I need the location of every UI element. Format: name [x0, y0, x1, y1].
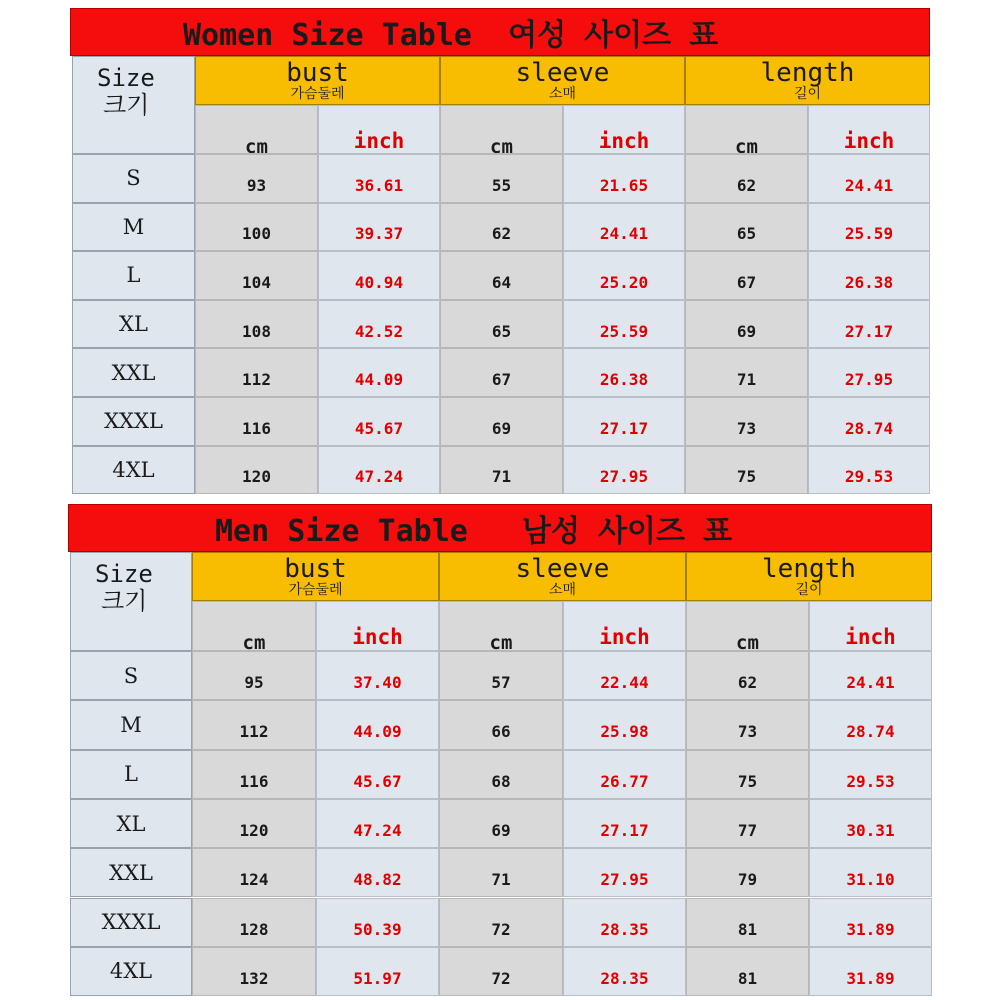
- measure-group-korean: 소매: [548, 581, 577, 598]
- value-cm: 81: [686, 947, 809, 996]
- value-inch: 45.67: [316, 750, 439, 799]
- value-inch: 48.82: [316, 848, 439, 897]
- value-inch: 31.10: [809, 848, 932, 897]
- value-inch: 47.24: [318, 446, 440, 495]
- size-label: XXXL: [70, 898, 192, 947]
- value-cm: 69: [439, 799, 563, 848]
- value-inch: 29.53: [809, 750, 932, 799]
- value-cm: 64: [440, 251, 563, 300]
- value-cm: 93: [195, 154, 318, 203]
- value-inch: 51.97: [316, 947, 439, 996]
- measure-group-label: bust: [286, 57, 349, 88]
- size-label: S: [72, 154, 195, 203]
- unit-cm-header: cm: [685, 105, 808, 154]
- value-inch: 44.09: [316, 700, 439, 749]
- size-label: M: [72, 203, 195, 252]
- value-cm: 71: [685, 348, 808, 397]
- measure-group-header: [686, 552, 932, 601]
- measure-group-korean: 가슴둘레: [290, 85, 345, 102]
- unit-cm-header: cm: [440, 105, 563, 154]
- size-header: [70, 552, 192, 651]
- size-label: 4XL: [72, 446, 195, 495]
- measure-group-header: [195, 56, 440, 105]
- measure-group-header: [685, 56, 930, 105]
- value-inch: 27.95: [563, 446, 685, 495]
- value-inch: 39.37: [318, 203, 440, 252]
- value-cm: 55: [440, 154, 563, 203]
- size-label: M: [70, 700, 192, 749]
- value-cm: 128: [192, 898, 316, 947]
- unit-inch-header: inch: [563, 105, 685, 154]
- value-inch: 25.98: [563, 700, 686, 749]
- value-inch: 21.65: [563, 154, 685, 203]
- size-label: S: [70, 651, 192, 700]
- value-cm: 124: [192, 848, 316, 897]
- unit-inch-header: inch: [316, 601, 439, 651]
- size-label: 4XL: [70, 947, 192, 996]
- value-cm: 67: [440, 348, 563, 397]
- size-label: L: [72, 251, 195, 300]
- value-cm: 95: [192, 651, 316, 700]
- value-inch: 29.53: [808, 446, 930, 495]
- measure-group-label: sleeve: [515, 57, 610, 88]
- size-header-label: Size: [95, 560, 153, 588]
- measure-group-label: bust: [284, 553, 347, 584]
- value-cm: 71: [439, 848, 563, 897]
- value-cm: 77: [686, 799, 809, 848]
- measure-group-korean: 소매: [548, 85, 577, 102]
- unit-cm-header: cm: [195, 105, 318, 154]
- value-cm: 75: [685, 446, 808, 495]
- value-cm: 100: [195, 203, 318, 252]
- value-cm: 73: [686, 700, 809, 749]
- table-title: Men Size Table 남성 사이즈 표: [215, 514, 733, 549]
- measure-group-header: [439, 552, 686, 601]
- unit-inch-header: inch: [563, 601, 686, 651]
- size-header-korean: 크기: [103, 91, 150, 119]
- value-cm: 71: [440, 446, 563, 495]
- value-cm: 112: [195, 348, 318, 397]
- value-inch: 24.41: [808, 154, 930, 203]
- value-inch: 47.24: [316, 799, 439, 848]
- value-cm: 112: [192, 700, 316, 749]
- unit-cm-header: cm: [439, 601, 563, 651]
- unit-cm-header: cm: [686, 601, 809, 651]
- value-inch: 27.17: [563, 799, 686, 848]
- value-cm: 72: [439, 947, 563, 996]
- value-inch: 24.41: [809, 651, 932, 700]
- value-cm: 116: [192, 750, 316, 799]
- value-inch: 24.41: [563, 203, 685, 252]
- value-inch: 26.38: [808, 251, 930, 300]
- value-inch: 50.39: [316, 898, 439, 947]
- value-inch: 30.31: [809, 799, 932, 848]
- value-inch: 42.52: [318, 300, 440, 349]
- measure-group-label: sleeve: [515, 553, 610, 584]
- value-cm: 66: [439, 700, 563, 749]
- value-cm: 81: [686, 898, 809, 947]
- size-label: XL: [72, 300, 195, 349]
- unit-cm-header: cm: [192, 601, 316, 651]
- value-cm: 69: [685, 300, 808, 349]
- value-cm: 69: [440, 397, 563, 446]
- size-label: XL: [70, 799, 192, 848]
- table-title-bar: [70, 8, 930, 56]
- value-inch: 28.35: [563, 898, 686, 947]
- value-cm: 132: [192, 947, 316, 996]
- value-inch: 25.59: [563, 300, 685, 349]
- value-cm: 116: [195, 397, 318, 446]
- value-inch: 22.44: [563, 651, 686, 700]
- unit-inch-header: inch: [808, 105, 930, 154]
- measure-group-label: length: [760, 57, 855, 88]
- value-inch: 25.59: [808, 203, 930, 252]
- value-inch: 27.95: [563, 848, 686, 897]
- value-cm: 108: [195, 300, 318, 349]
- value-cm: 65: [440, 300, 563, 349]
- value-inch: 37.40: [316, 651, 439, 700]
- value-cm: 62: [686, 651, 809, 700]
- value-cm: 73: [685, 397, 808, 446]
- size-header: [72, 56, 195, 154]
- value-inch: 27.17: [808, 300, 930, 349]
- value-cm: 75: [686, 750, 809, 799]
- size-header-korean: 크기: [101, 587, 148, 615]
- unit-inch-header: inch: [809, 601, 932, 651]
- value-inch: 27.95: [808, 348, 930, 397]
- value-inch: 27.17: [563, 397, 685, 446]
- value-inch: 26.77: [563, 750, 686, 799]
- value-cm: 62: [440, 203, 563, 252]
- value-cm: 120: [192, 799, 316, 848]
- measure-group-korean: 길이: [795, 581, 823, 598]
- value-inch: 26.38: [563, 348, 685, 397]
- value-cm: 65: [685, 203, 808, 252]
- measure-group-label: length: [762, 553, 856, 584]
- value-inch: 36.61: [318, 154, 440, 203]
- value-cm: 67: [685, 251, 808, 300]
- value-cm: 104: [195, 251, 318, 300]
- size-label: XXL: [70, 848, 192, 897]
- value-cm: 57: [439, 651, 563, 700]
- value-inch: 28.35: [563, 947, 686, 996]
- table-title: Women Size Table 여성 사이즈 표: [183, 18, 719, 53]
- value-inch: 40.94: [318, 251, 440, 300]
- value-inch: 28.74: [808, 397, 930, 446]
- value-cm: 79: [686, 848, 809, 897]
- size-label: XXL: [72, 348, 195, 397]
- value-inch: 31.89: [809, 947, 932, 996]
- measure-group-header: [192, 552, 439, 601]
- measure-group-header: [440, 56, 685, 105]
- value-inch: 44.09: [318, 348, 440, 397]
- unit-inch-header: inch: [318, 105, 440, 154]
- value-inch: 45.67: [318, 397, 440, 446]
- measure-group-korean: 길이: [793, 85, 822, 102]
- table-title-bar: [68, 504, 932, 552]
- value-cm: 120: [195, 446, 318, 495]
- value-inch: 25.20: [563, 251, 685, 300]
- value-inch: 28.74: [809, 700, 932, 749]
- size-header-label: Size: [97, 64, 155, 92]
- value-cm: 62: [685, 154, 808, 203]
- value-cm: 72: [439, 898, 563, 947]
- size-label: L: [70, 750, 192, 799]
- value-inch: 31.89: [809, 898, 932, 947]
- size-label: XXXL: [72, 397, 195, 446]
- value-cm: 68: [439, 750, 563, 799]
- measure-group-korean: 가슴둘레: [288, 581, 343, 598]
